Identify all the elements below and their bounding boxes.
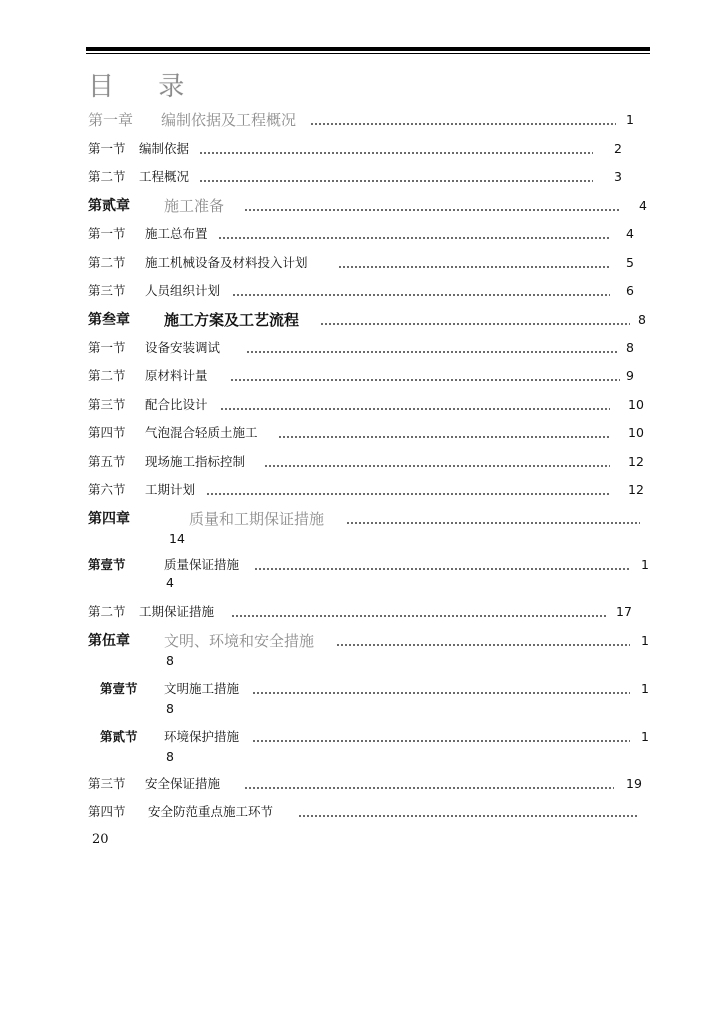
toc-leader-dots bbox=[206, 493, 610, 495]
toc-page-number-wrap: 4 bbox=[166, 575, 174, 590]
toc-entry-section[interactable] bbox=[88, 281, 648, 301]
toc-leader-dots bbox=[310, 123, 616, 125]
toc-entry-section[interactable] bbox=[88, 423, 648, 443]
toc-entry-chapter-4[interactable] bbox=[88, 509, 650, 549]
toc-text: 编制依据及工程概况 bbox=[161, 111, 297, 129]
toc-page-number: 6 bbox=[626, 283, 634, 298]
toc-text: 质量和工期保证措施 bbox=[189, 510, 325, 528]
toc-label: 第一章 bbox=[88, 111, 134, 129]
toc-label: 第伍章 bbox=[88, 633, 130, 649]
toc-text: 工期计划 bbox=[145, 482, 196, 497]
toc-entry-section[interactable] bbox=[88, 224, 648, 244]
toc-leader-dots bbox=[346, 522, 640, 524]
toc-label: 第贰章 bbox=[88, 198, 130, 214]
toc-entry-section[interactable] bbox=[88, 802, 648, 848]
toc-leader-dots bbox=[252, 692, 630, 694]
toc-page-number-wrap: 8 bbox=[166, 701, 174, 716]
toc-entry-chapter-5[interactable] bbox=[88, 631, 650, 671]
toc-page-number: 20 bbox=[92, 832, 109, 847]
toc-text: 安全保证措施 bbox=[145, 776, 221, 791]
toc-page-number: 4 bbox=[626, 226, 634, 241]
toc-leader-dots bbox=[246, 351, 618, 353]
toc-page-number: 4 bbox=[639, 198, 647, 213]
toc-text: 人员组织计划 bbox=[145, 283, 221, 298]
toc-text: 质量保证措施 bbox=[164, 557, 240, 572]
toc-page-number: 10 bbox=[628, 425, 644, 440]
toc-leader-dots bbox=[244, 787, 614, 789]
toc-label: 第六节 bbox=[88, 482, 126, 497]
toc-leader-dots bbox=[220, 408, 610, 410]
toc-text: 工期保证措施 bbox=[139, 604, 215, 619]
toc-page-number: 1 bbox=[641, 633, 649, 648]
toc-page-number: 1 bbox=[641, 729, 649, 744]
toc-entry-chapter-2[interactable] bbox=[88, 196, 650, 216]
toc-label: 第壹节 bbox=[100, 681, 138, 696]
toc-leader-dots bbox=[230, 379, 620, 381]
toc-page-number: 1 bbox=[641, 557, 649, 572]
toc-leader-dots bbox=[252, 740, 630, 742]
toc-page-number: 19 bbox=[626, 776, 642, 791]
toc-entry-section[interactable] bbox=[100, 727, 650, 767]
toc-page-number: 5 bbox=[626, 255, 634, 270]
toc-leader-dots bbox=[336, 644, 630, 646]
toc-page-number: 8 bbox=[626, 340, 634, 355]
toc-text: 文明、环境和安全措施 bbox=[164, 632, 315, 650]
toc-label: 第三节 bbox=[88, 397, 126, 412]
toc-label: 第二节 bbox=[88, 169, 126, 184]
toc-leader-dots bbox=[232, 294, 610, 296]
toc-label: 第贰节 bbox=[100, 729, 138, 744]
toc-label: 第三节 bbox=[88, 283, 126, 298]
toc-page-number: 1 bbox=[626, 112, 634, 127]
toc-label: 第叁章 bbox=[88, 312, 130, 328]
toc-text: 安全防范重点施工环节 bbox=[148, 804, 274, 819]
toc-text: 施工机械设备及材料投入计划 bbox=[145, 255, 308, 270]
toc-label: 第三节 bbox=[88, 776, 126, 791]
toc-text: 施工准备 bbox=[164, 197, 225, 215]
toc-page-number: 8 bbox=[638, 312, 646, 327]
toc-text: 施工方案及工艺流程 bbox=[164, 311, 300, 329]
toc-page-number: 17 bbox=[616, 604, 632, 619]
toc-label: 第二节 bbox=[88, 604, 126, 619]
toc-label: 第五节 bbox=[88, 454, 126, 469]
toc-entry-section[interactable] bbox=[88, 452, 648, 472]
toc-label: 第壹节 bbox=[88, 557, 126, 572]
toc-label: 第四节 bbox=[88, 804, 126, 819]
toc-entry-section[interactable] bbox=[88, 167, 648, 187]
toc-leader-dots bbox=[254, 568, 630, 570]
toc-page-number: 10 bbox=[628, 397, 644, 412]
toc-entry-section[interactable] bbox=[88, 139, 648, 159]
toc-leader-dots bbox=[199, 180, 593, 182]
toc-entry-section[interactable] bbox=[88, 555, 650, 595]
toc-label: 第二节 bbox=[88, 255, 126, 270]
toc-page-number: 9 bbox=[626, 368, 634, 383]
toc-label: 第二节 bbox=[88, 368, 126, 383]
header-rule-thin bbox=[86, 53, 650, 54]
toc-entry-chapter-3[interactable] bbox=[88, 310, 650, 330]
toc-entry-section[interactable] bbox=[88, 253, 648, 273]
toc-text: 编制依据 bbox=[139, 141, 190, 156]
toc-entry-chapter-1[interactable] bbox=[88, 110, 648, 130]
toc-label: 第一节 bbox=[88, 226, 126, 241]
toc-text: 设备安装调试 bbox=[145, 340, 221, 355]
toc-page-number: 14 bbox=[169, 531, 185, 546]
toc-leader-dots bbox=[199, 152, 593, 154]
toc-entry-section[interactable] bbox=[88, 395, 648, 415]
toc-text: 文明施工措施 bbox=[164, 681, 240, 696]
toc-page-number: 1 bbox=[641, 681, 649, 696]
toc-page-number-wrap: 8 bbox=[166, 749, 174, 764]
toc-label: 第一节 bbox=[88, 141, 126, 156]
toc-text: 工程概况 bbox=[139, 169, 190, 184]
toc-leader-dots bbox=[338, 266, 610, 268]
toc-leader-dots bbox=[320, 323, 630, 325]
toc-leader-dots bbox=[218, 237, 610, 239]
toc-text: 气泡混合轻质土施工 bbox=[145, 425, 258, 440]
toc-page-number: 2 bbox=[614, 141, 622, 156]
toc-leader-dots bbox=[244, 209, 620, 211]
toc-text: 环境保护措施 bbox=[164, 729, 240, 744]
toc-leader-dots bbox=[231, 615, 607, 617]
toc-label: 第一节 bbox=[88, 340, 126, 355]
toc-entry-section[interactable] bbox=[88, 774, 648, 794]
toc-page-number: 3 bbox=[614, 169, 622, 184]
toc-text: 施工总布置 bbox=[145, 226, 208, 241]
toc-leader-dots bbox=[278, 436, 610, 438]
toc-title: 目 录 bbox=[88, 72, 203, 102]
toc-entry-section[interactable] bbox=[88, 602, 648, 622]
toc-leader-dots bbox=[298, 815, 638, 817]
toc-entry-section[interactable] bbox=[100, 679, 650, 719]
toc-page-number: 12 bbox=[628, 482, 644, 497]
toc-label: 第四节 bbox=[88, 425, 126, 440]
toc-page-number: 12 bbox=[628, 454, 644, 469]
toc-text: 配合比设计 bbox=[145, 397, 208, 412]
toc-leader-dots bbox=[264, 465, 610, 467]
toc-entry-section[interactable] bbox=[88, 366, 648, 386]
toc-page-number-wrap: 8 bbox=[166, 653, 174, 668]
toc-text: 原材料计量 bbox=[145, 368, 208, 383]
toc-entry-section[interactable] bbox=[88, 338, 648, 358]
toc-text: 现场施工指标控制 bbox=[145, 454, 246, 469]
header-rule-thick bbox=[86, 47, 650, 51]
toc-entry-section[interactable] bbox=[88, 480, 648, 500]
toc-label: 第四章 bbox=[88, 511, 130, 527]
